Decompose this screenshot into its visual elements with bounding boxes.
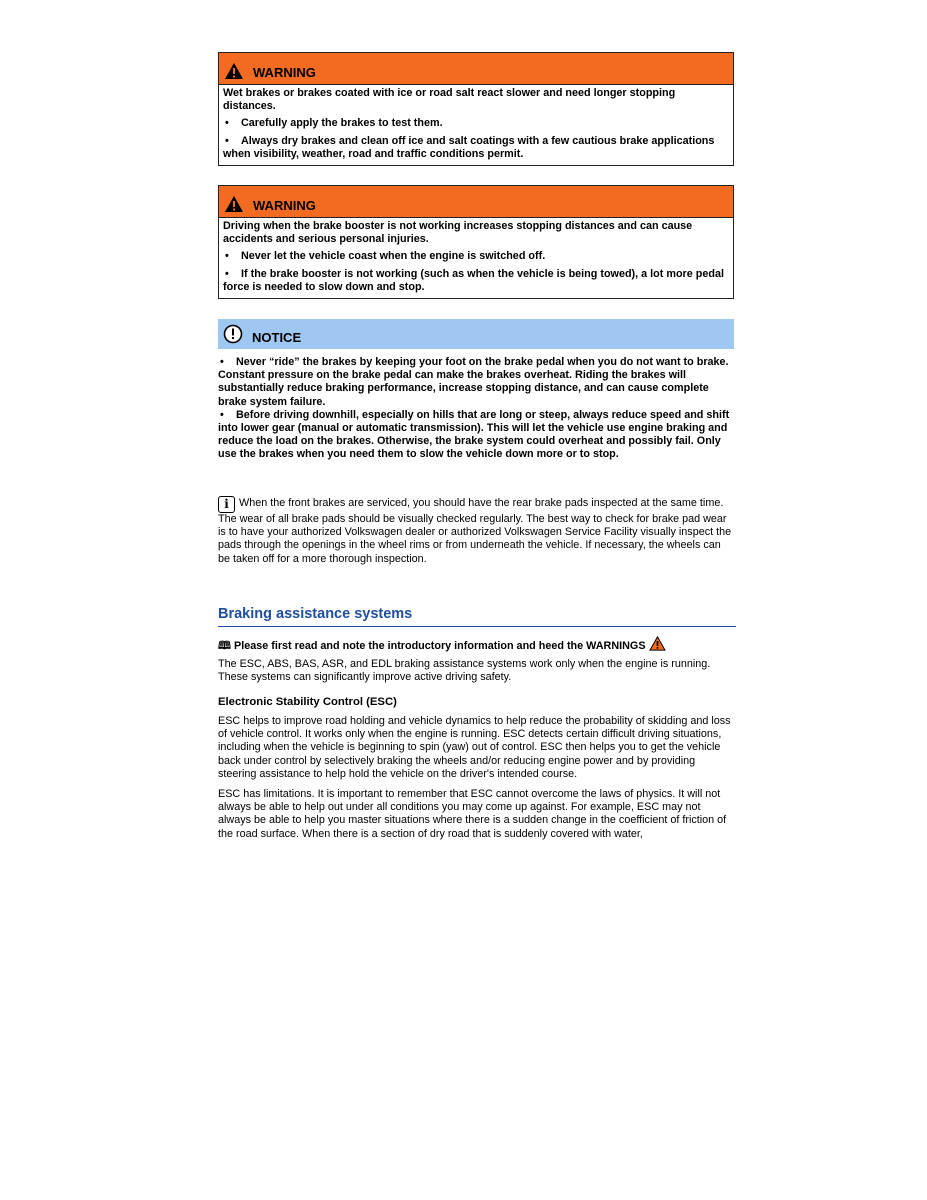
warning-text: Wet brakes or brakes coated with ice or road salt react slower and need longer stopping distances. <box>223 87 676 113</box>
intro-line-text: Please first read and note the introductory information and heed the WARNINGS <box>234 640 646 652</box>
intro-line <box>218 636 734 653</box>
notice-bullet: • Never “ride” the brakes by keeping your foot on the brake pedal when you do not want to brake. Constant pressure on the brake pedal can make the brakes overheat. Riding the brakes will substantially reduce braking performance, increase stopping distance, and can cause complete brake system failure. <box>218 356 734 409</box>
paragraph: ESC has limitations. It is important to remember that ESC cannot overcome the laws of physics. It will not always be able to help out under all conditions you may come up against. For example, ESC may not always be able to help you master situations where there is a sudden change in the coefficient of friction of the road surface. When there is a section of dry road that is suddenly covered with water, <box>218 788 727 840</box>
section-heading: Braking assistance systems <box>218 606 736 627</box>
warning-text: Driving when the brake booster is not working increases stopping distances and can cause accidents and serious personal injuries. <box>223 220 693 246</box>
warning-triangle-icon <box>649 636 666 651</box>
info-text: When the front brakes are serviced, you should have the rear brake pads inspected at the same time. The wear of all brake pads should be visually checked regularly. The best way to check for brake pad wear is to have your authorized Volkswagen dealer or authorized Volkswagen Service Facility visually inspect the pads through the openings in the wheel rims or from underneath the vehicle. If necessary, the wheels can be taken off for a more thorough inspection. <box>218 497 732 565</box>
info-note <box>218 496 734 566</box>
warning-bullet: • If the brake booster is not working (such as when the vehicle is being towed), a lot more pedal force is needed to slow down and stop. <box>223 268 729 294</box>
notice-bullet: • Before driving downhill, especially on hills that are long or steep, always reduce speed and shift into lower gear (manual or automatic transmission). This will let the vehicle use engine braking and reduce the load on the brakes. Otherwise, the brake system could overheat and possibly fail. Only use the brakes when you need them to slow the vehicle down more or to stop. <box>218 409 734 462</box>
warning-bullet: • Always dry brakes and clean off ice and salt coatings with a few cautious brake applications when visibility, weather, road and traffic conditions permit. <box>223 135 729 161</box>
intro-paragraph: The ESC, ABS, BAS, ASR, and EDL braking assistance systems work only when the engine is running. These systems can significantly improve active driving safety. <box>218 658 711 684</box>
book-icon: 🕮 <box>218 640 231 652</box>
warning-triangle-icon <box>224 62 244 80</box>
notice-title: NOTICE <box>252 329 302 345</box>
warning-title: WARNING <box>253 65 316 80</box>
warning-header <box>219 53 733 85</box>
warning-body <box>219 218 733 298</box>
warning-title: WARNING <box>253 198 316 213</box>
warning-bullet: • Carefully apply the brakes to test them. <box>223 117 729 130</box>
notice-header <box>218 319 734 349</box>
warning-bullet: • Never let the vehicle coast when the engine is switched off. <box>223 250 729 263</box>
info-icon: i <box>218 496 235 513</box>
warning-box-2 <box>218 185 734 299</box>
warning-header <box>219 186 733 218</box>
notice-body <box>218 356 734 462</box>
warning-body <box>219 85 733 165</box>
paragraph: ESC helps to improve road holding and vehicle dynamics to help reduce the probability of skidding and loss of vehicle control. It works only when the engine is running. ESC detects certain difficult driving situations, including when the vehicle is beginning to spin (yaw) out of control. ESC then helps you to get the vehicle back under control by selectively braking the wheels and/or reducing engine power and by providing steering assistance to help hold the vehicle on the driver's intended course. <box>218 715 731 780</box>
subheading: Electronic Stability Control (ESC) <box>218 696 397 708</box>
warning-box-1 <box>218 52 734 166</box>
exclamation-circle-icon <box>223 324 243 344</box>
warning-triangle-icon <box>224 195 244 213</box>
